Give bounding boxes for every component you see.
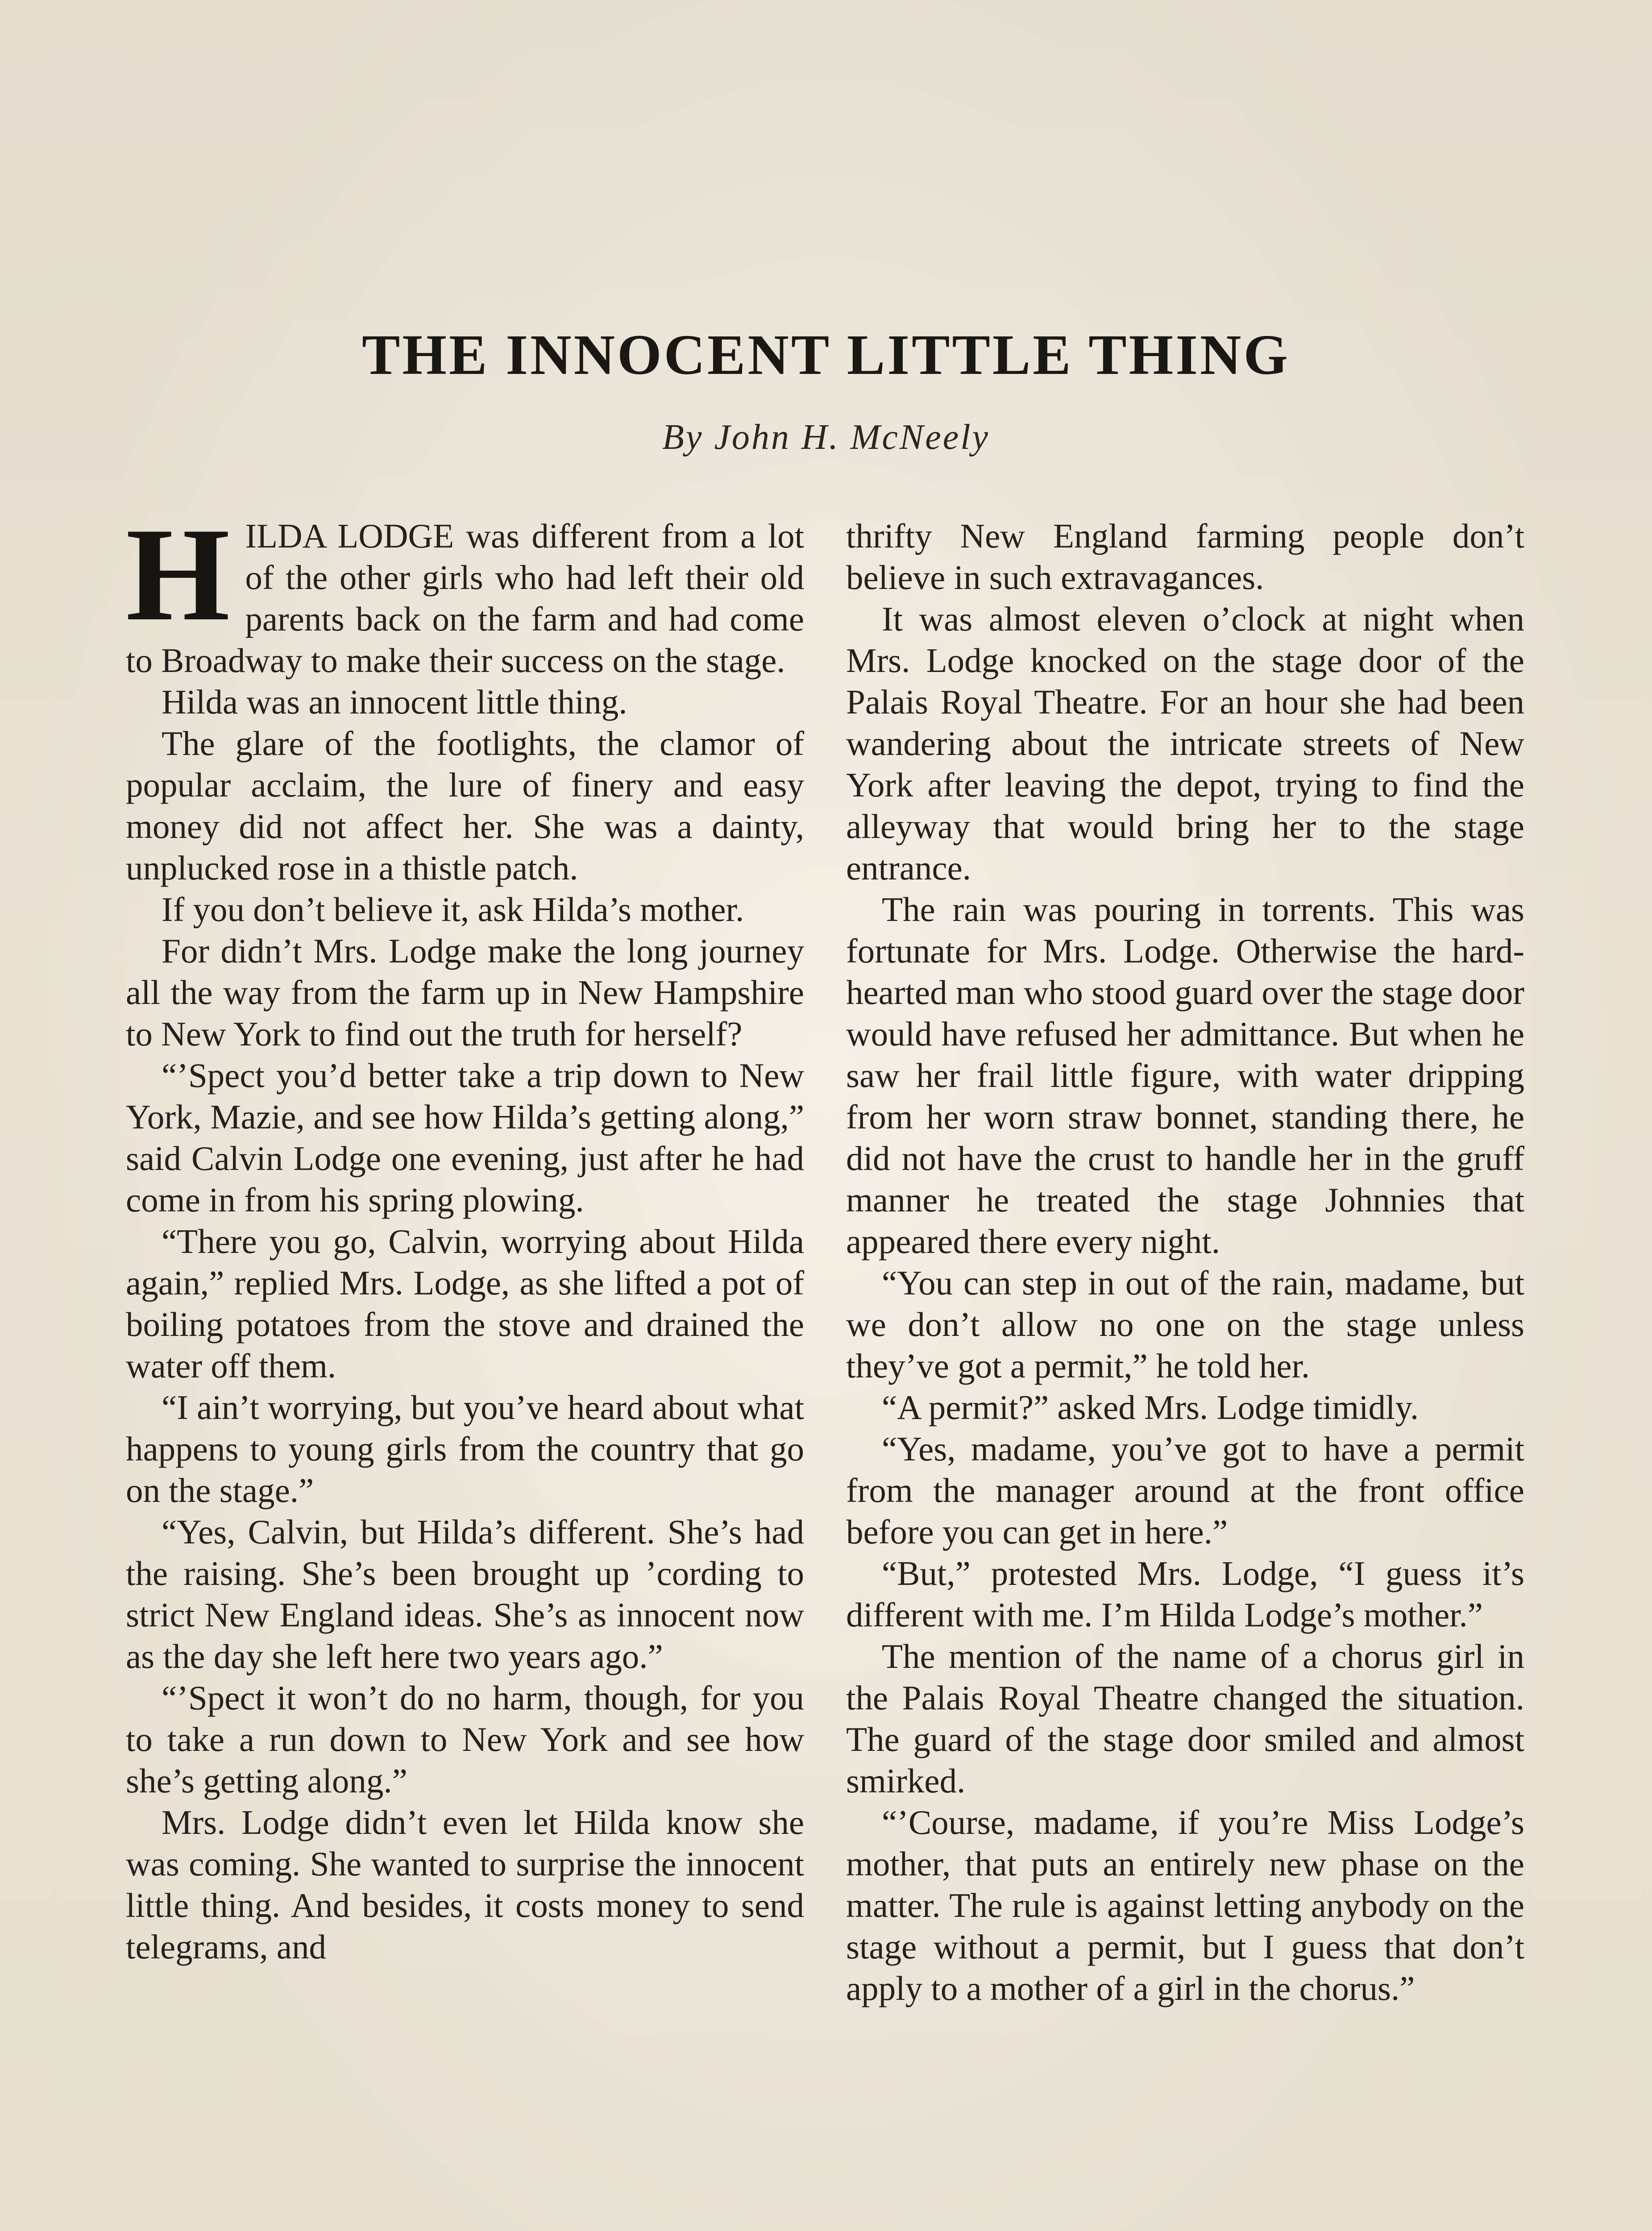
paragraph: It was almost eleven o’clock at night when Mrs. Lodge knocked on the stage door of the Palais Royal Theatre. For an hour she had been wandering about the intricate streets of New York after leaving the depot, trying to find the alleyway that would bring her to the stage entrance. [846,600,1524,887]
paragraph: ILDA LODGE was different from a lot of the other girls who had left their old parents back on the farm and had come to Broadway to make their success on the stage. [126,517,804,680]
paragraph: “A permit?” asked Mrs. Lodge timidly. [882,1388,1419,1427]
paragraph: “Yes, madame, you’ve got to have a permit from the manager around at the front office before you can get in here.” [846,1430,1524,1551]
paragraph: “I ain’t worrying, but you’ve heard about what happens to young girls from the country that go on the stage.” [126,1388,804,1509]
text-column-right [846,515,1524,2009]
paragraph: The mention of the name of a chorus girl in the Palais Royal Theatre changed the situation. The guard of the stage door smiled and almost smirked. [846,1637,1524,1800]
paragraph: “’Course, madame, if you’re Miss Lodge’s mother, that puts an entirely new phase on the matter. The rule is against letting anybody on the stage without a permit, but I guess that don’t apply to a mother of a girl in the chorus.” [846,1803,1524,2007]
drop-cap: H [126,500,230,648]
paragraph: “You can step in out of the rain, madame, but we don’t allow no one on the stage unless they’ve got a permit,” he told her. [846,1264,1524,1385]
paragraph: For didn’t Mrs. Lodge make the long journey all the way from the farm up in New Hampshire to New York to find out the truth for herself? [126,932,804,1053]
paragraph: If you don’t believe it, ask Hilda’s mother. [162,890,744,929]
paragraph: The rain was pouring in torrents. This was fortunate for Mrs. Lodge. Otherwise the hard-hearted man who stood guard over the stage door would have refused her admittance. But when he saw her frail little figure, with water dripping from her worn straw bonnet, standing there, he did not have the crust to handle her in the gruff manner he treated the stage Johnnies that appeared there every night. [846,890,1524,1261]
paragraph: The glare of the footlights, the clamor of popular acclaim, the lure of finery and easy money did not affect her. She was a dainty, unplucked rose in a thistle patch. [126,724,804,887]
paragraph: thrifty New England farming people don’t believe in such extravagances. [846,517,1524,597]
paragraph: “But,” protested Mrs. Lodge, “I guess it’s different with me. I’m Hilda Lodge’s mother.” [846,1554,1524,1634]
story-title: THE INNOCENT LITTLE THING [362,323,1290,386]
text-column-left [126,500,804,1968]
paragraph: “Yes, Calvin, but Hilda’s different. She’s had the raising. She’s been brought up ’cording to strict New England ideas. She’s as innocent now as the day she left here two years ago.” [126,1513,804,1675]
paragraph: “’Spect it won’t do no harm, though, for you to take a run down to New York and see how she’s getting along.” [126,1679,804,1800]
paragraph: “There you go, Calvin, worrying about Hilda again,” replied Mrs. Lodge, as she lifted a pot of boiling potatoes from the stove and drained the water off them. [126,1222,804,1385]
paragraph: “’Spect you’d better take a trip down to New York, Mazie, and see how Hilda’s getting along,” said Calvin Lodge one evening, just after he had come in from his spring plowing. [126,1056,804,1219]
paragraph: Hilda was an innocent little thing. [162,683,627,721]
story-byline: By John H. McNeely [662,418,990,457]
paragraph: Mrs. Lodge didn’t even let Hilda know she was coming. She wanted to surprise the innocent little thing. And besides, it costs money to send telegrams, and [126,1803,804,1966]
